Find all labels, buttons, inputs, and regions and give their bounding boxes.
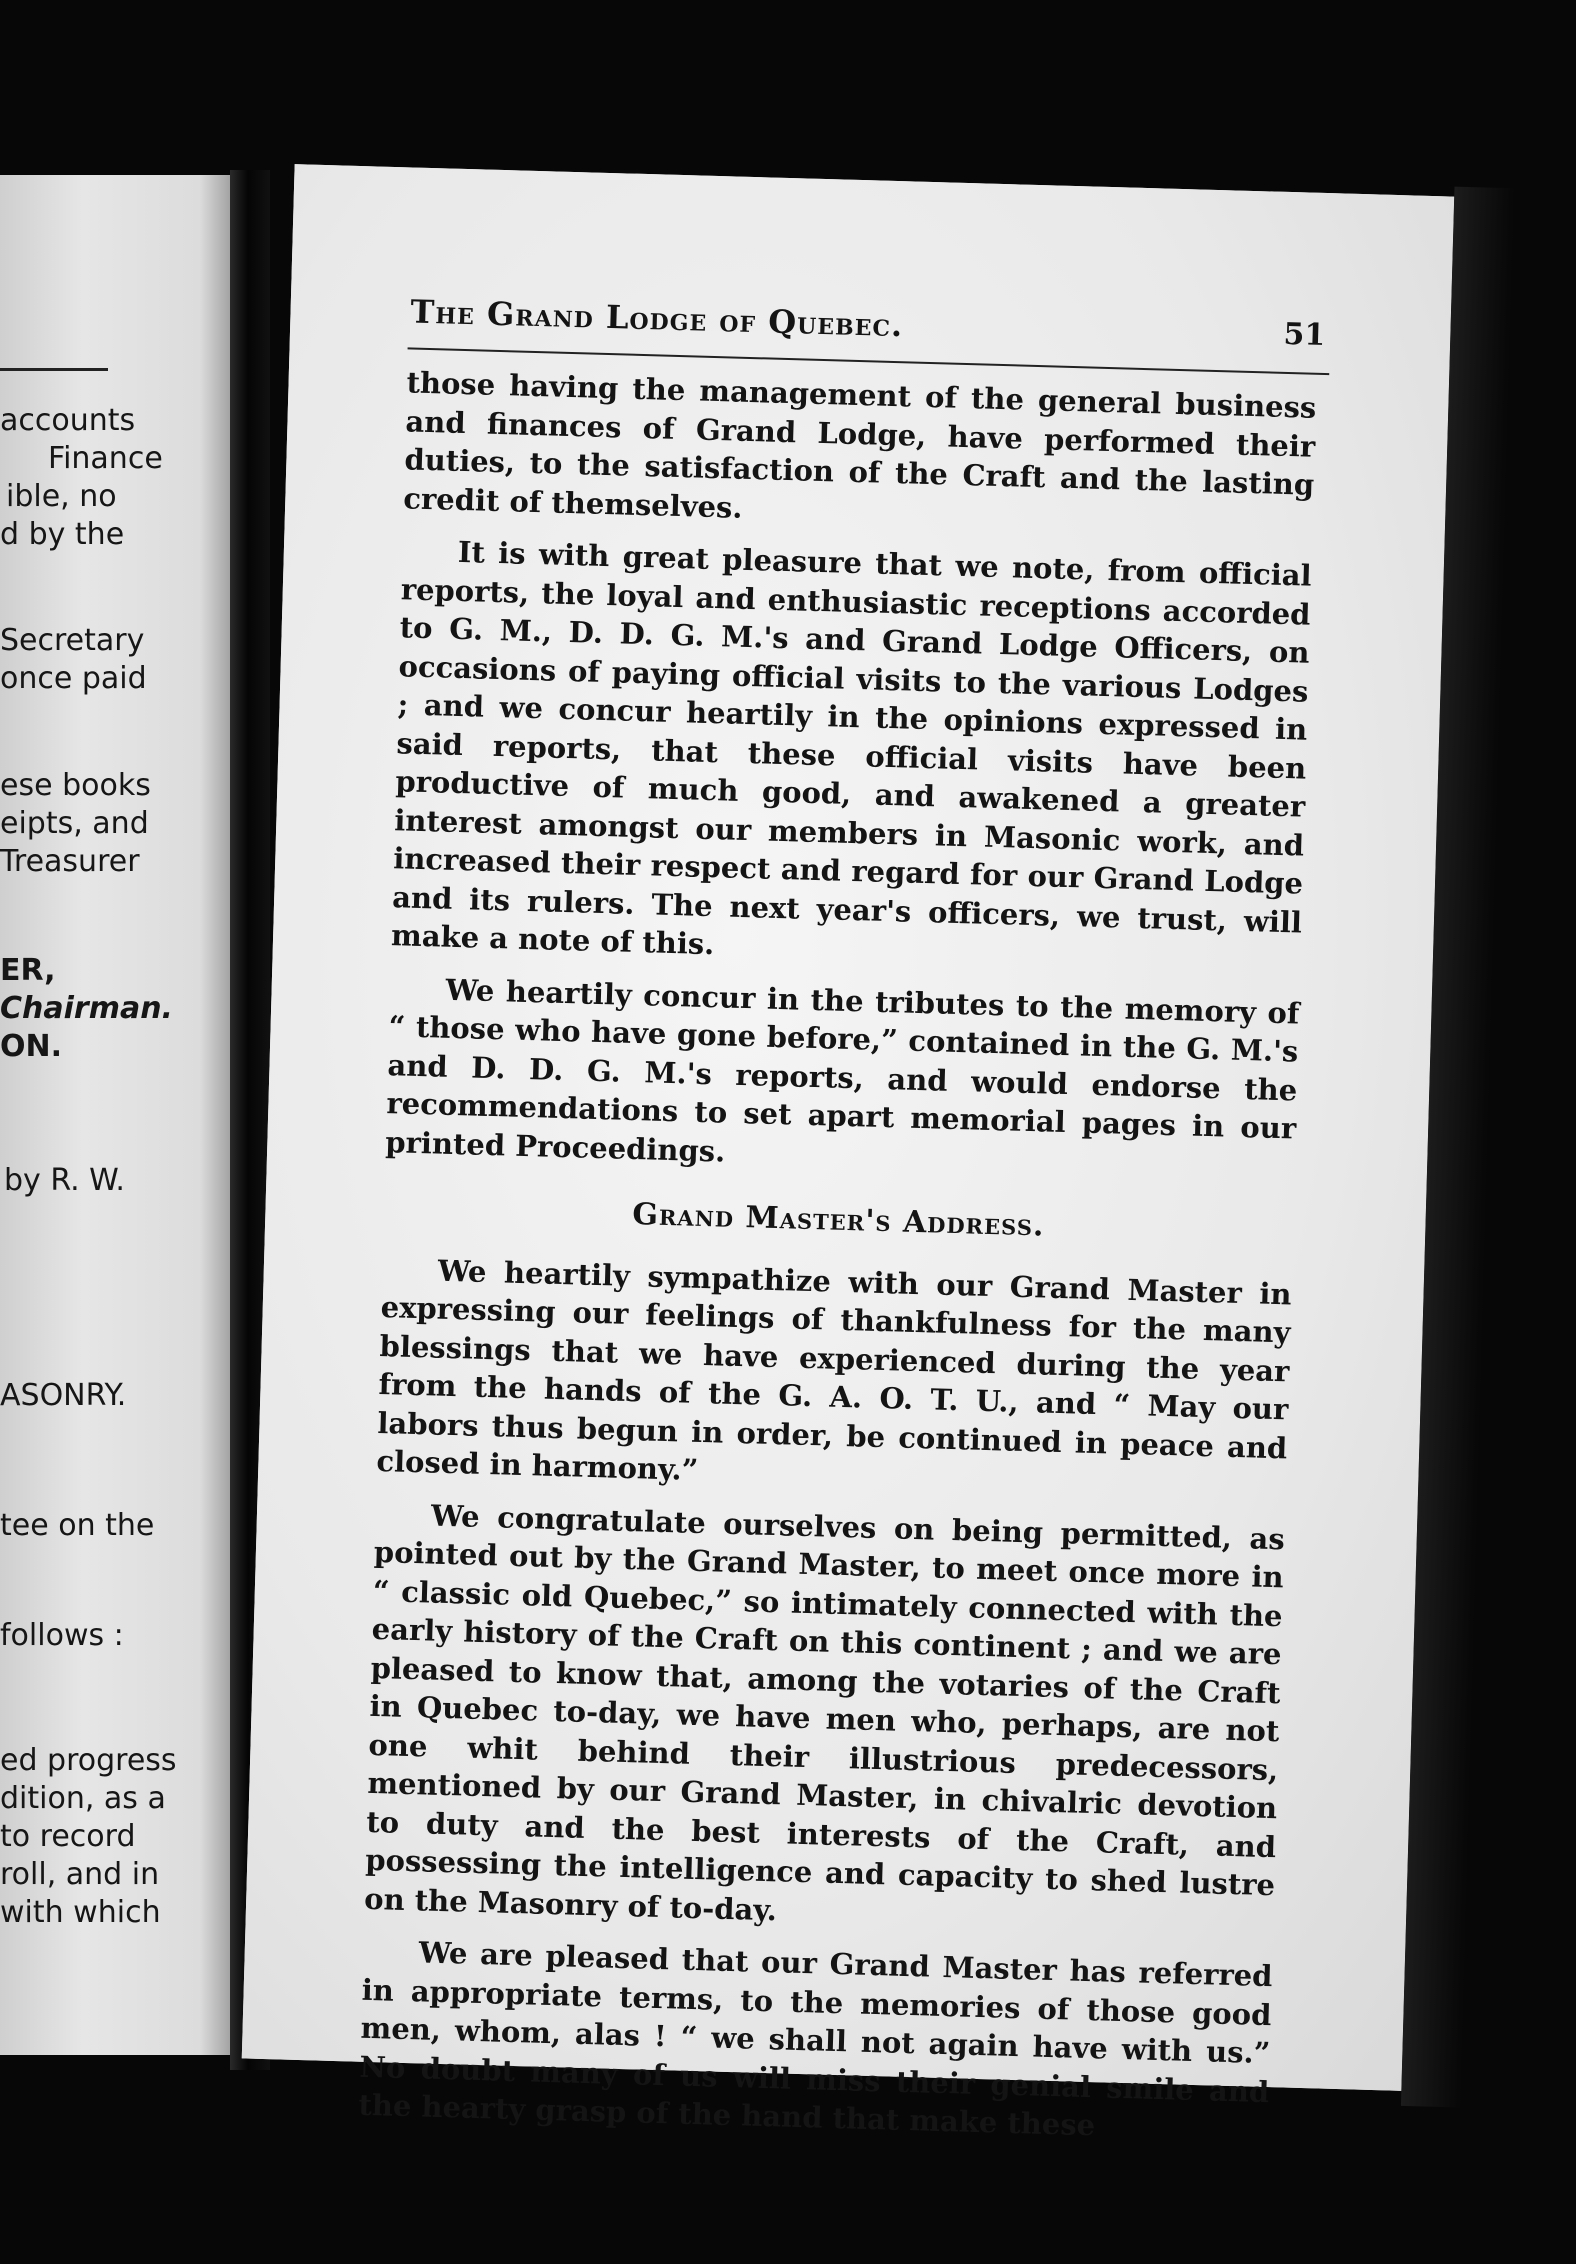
previous-page-line: Finance [48, 441, 163, 476]
previous-page-line: by R. W. [4, 1163, 125, 1198]
previous-page-line: with which [0, 1895, 161, 1930]
previous-page-line: d by the [0, 517, 125, 552]
previous-page-line: roll, and in [0, 1857, 160, 1892]
book-page [242, 164, 1454, 2143]
previous-page-line: ON. [0, 1029, 63, 1064]
previous-page-line: ed progress [0, 1743, 177, 1778]
previous-page-line: Chairman. [0, 991, 173, 1026]
paragraph: We are pleased that our Grand Master has referred in appropriate terms, to the memories of those good men, whom, alas ! “ we shall not again have with us.” No doubt many of us will miss their genial smile and the hearty grasp of the hand that make these [358, 1935, 1273, 2143]
previous-page-line: ese books [0, 768, 151, 803]
paragraph: We heartily sympathize with our Grand Master in expressing our feelings of thankfulness for the many blessings that we have experienced during the year from the hands of the G. A. O. T. U., and “ May our labors thus begun in order, be continued in peace and closed in harmony.” [376, 1253, 1293, 1487]
previous-page-line: follows : [0, 1618, 124, 1653]
page-body [358, 363, 1317, 2163]
page-number: 51 [1283, 316, 1326, 354]
page-edge-shadow [1401, 187, 1515, 2108]
paragraph: those having the management of the general business and finances of Grand Lodge, have performed their duties, to the satisfaction of the Craft and the lasting credit of themselves. [402, 365, 1317, 525]
paragraph: It is with great pleasure that we note, from official reports, the loyal and enthusiastic receptions accorded to G. M., D. D. G. M.'s and Grand Lodge Officers, on occasions of paying official visits to the various Lodges ; and we concur heartily in the opinions expressed in said reports, that these official visits have been productive of much good, and awakened a greater interest amongst our members in Masonic work, and increased their respect and regard for our Grand Lodge and its rulers. The next year's officers, we trust, will make a note of this. [390, 534, 1313, 962]
previous-page-line: tee on the [0, 1508, 155, 1543]
previous-page-line: ASONRY. [0, 1378, 127, 1413]
paragraph: We congratulate ourselves on being permitted, as pointed out by the Grand Master, to meet once more in “ classic old Quebec,” so intimately connected with the early history of the Craft on this continent ; and we are pleased to know that, among the votaries of the Craft in Quebec to-day, we have men who, perhaps, are not one whit behind their illustrious predecessors, mentioned by our Grand Master, in chivalric devotion to duty and the best interests of the Craft, and possessing the intelligence and capacity to shed lustre on the Masonry of to-day. [363, 1498, 1286, 1927]
section-heading: Grand Master's Address. [631, 1197, 1045, 1244]
previous-page-line: ible, no [6, 479, 117, 514]
previous-page-line: eipts, and [0, 806, 149, 841]
previous-page-line: once paid [0, 661, 147, 696]
paragraph: We heartily concur in the tributes to the memory of “ those who have gone before,” contained in the G. M.'s and D. D. G. M.'s reports, and would endorse the recommendations to set apart memorial pages in our printed Proceedings. [384, 972, 1300, 1169]
previous-page-line: to record [0, 1819, 136, 1854]
previous-page-line: Secretary [0, 623, 145, 658]
previous-page-rule [0, 368, 108, 371]
running-head: The Grand Lodge of Quebec. [410, 292, 904, 345]
previous-page-line: accounts [0, 403, 136, 438]
previous-page-line: Treasurer [0, 844, 140, 879]
previous-page-line: ER, [0, 953, 56, 988]
previous-page-line: dition, as a [0, 1781, 166, 1816]
previous-page-fragment [0, 175, 235, 2055]
